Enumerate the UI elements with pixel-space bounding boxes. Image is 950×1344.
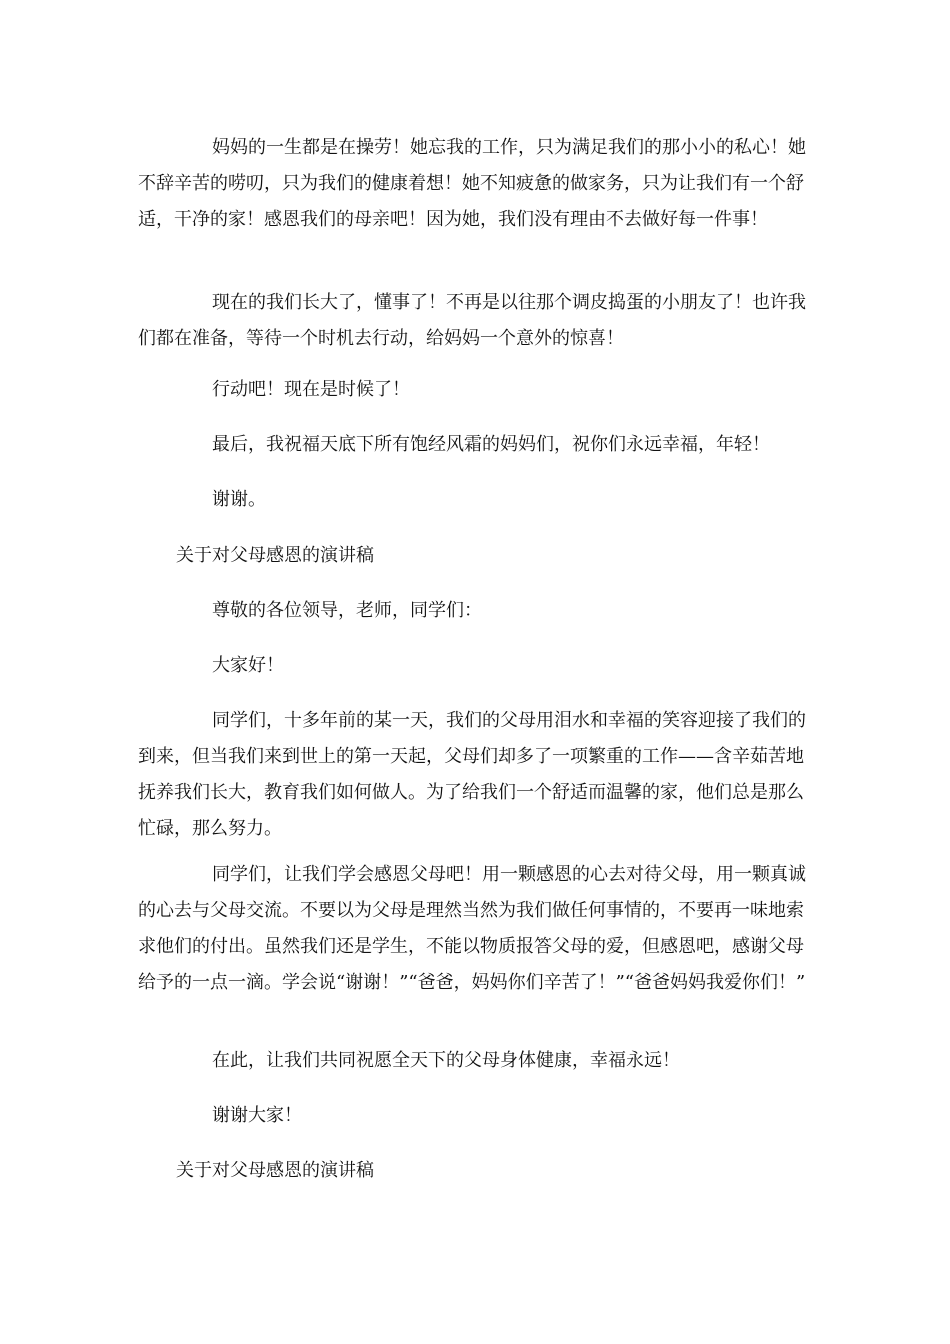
paragraph-salutation: 尊敬的各位领导，老师，同学们： [212,600,482,621]
paragraph-wish: 在此，让我们共同祝愿全天下的父母身体健康，幸福永远！ [212,1050,680,1071]
paragraph-thanks-all: 谢谢大家！ [212,1105,302,1126]
section-title: 关于对父母感恩的演讲稿 [176,545,374,566]
section-title-repeat: 关于对父母感恩的演讲稿 [176,1160,374,1181]
paragraph-mother-toil: 妈妈的一生都是在操劳！她忘我的工作，只为满足我们的那小小的私心！她不辞辛苦的唠叨，只为我们的健康着想！她不知疲惫的做家务，只为让我们有一个舒适，干净的家！感恩我们的母亲吧！因为她，我们没有理由不去做好每一件事！ [138,137,806,230]
paragraph-learn-gratitude: 同学们，让我们学会感恩父母吧！用一颗感恩的心去对待父母，用一颗真诚的心去与父母交流。不要以为父母是理然当然为我们做任何事情的，不要再一味地索求他们的付出。虽然我们还是学生，不能以物质报答父母的爱，但感恩吧，感谢父母给予的一点一滴。学会说“谢谢！”“爸爸，妈妈你们辛苦了！”“爸爸妈妈我爱你们！” [138,864,806,993]
paragraph-blessing: 最后，我祝福天底下所有饱经风霜的妈妈们，祝你们永远幸福，年轻！ [212,434,770,455]
paragraph-parents-work: 同学们，十多年前的某一天，我们的父母用泪水和幸福的笑容迎接了我们的到来，但当我们来到世上的第一天起，父母们却多了一项繁重的工作——含辛茹苦地抚养我们长大，教育我们如何做人。为了给我们一个舒适而温馨的家，他们总是那么忙碌，那么努力。 [138,710,806,839]
paragraph-act-now: 行动吧！现在是时候了！ [212,379,410,400]
paragraph-greeting: 大家好！ [212,655,284,676]
paragraph-thanks: 谢谢。 [212,489,266,510]
paragraph-grown-up: 现在的我们长大了，懂事了！不再是以往那个调皮捣蛋的小朋友了！也许我们都在准备，等待一个时机去行动，给妈妈一个意外的惊喜！ [138,292,806,349]
